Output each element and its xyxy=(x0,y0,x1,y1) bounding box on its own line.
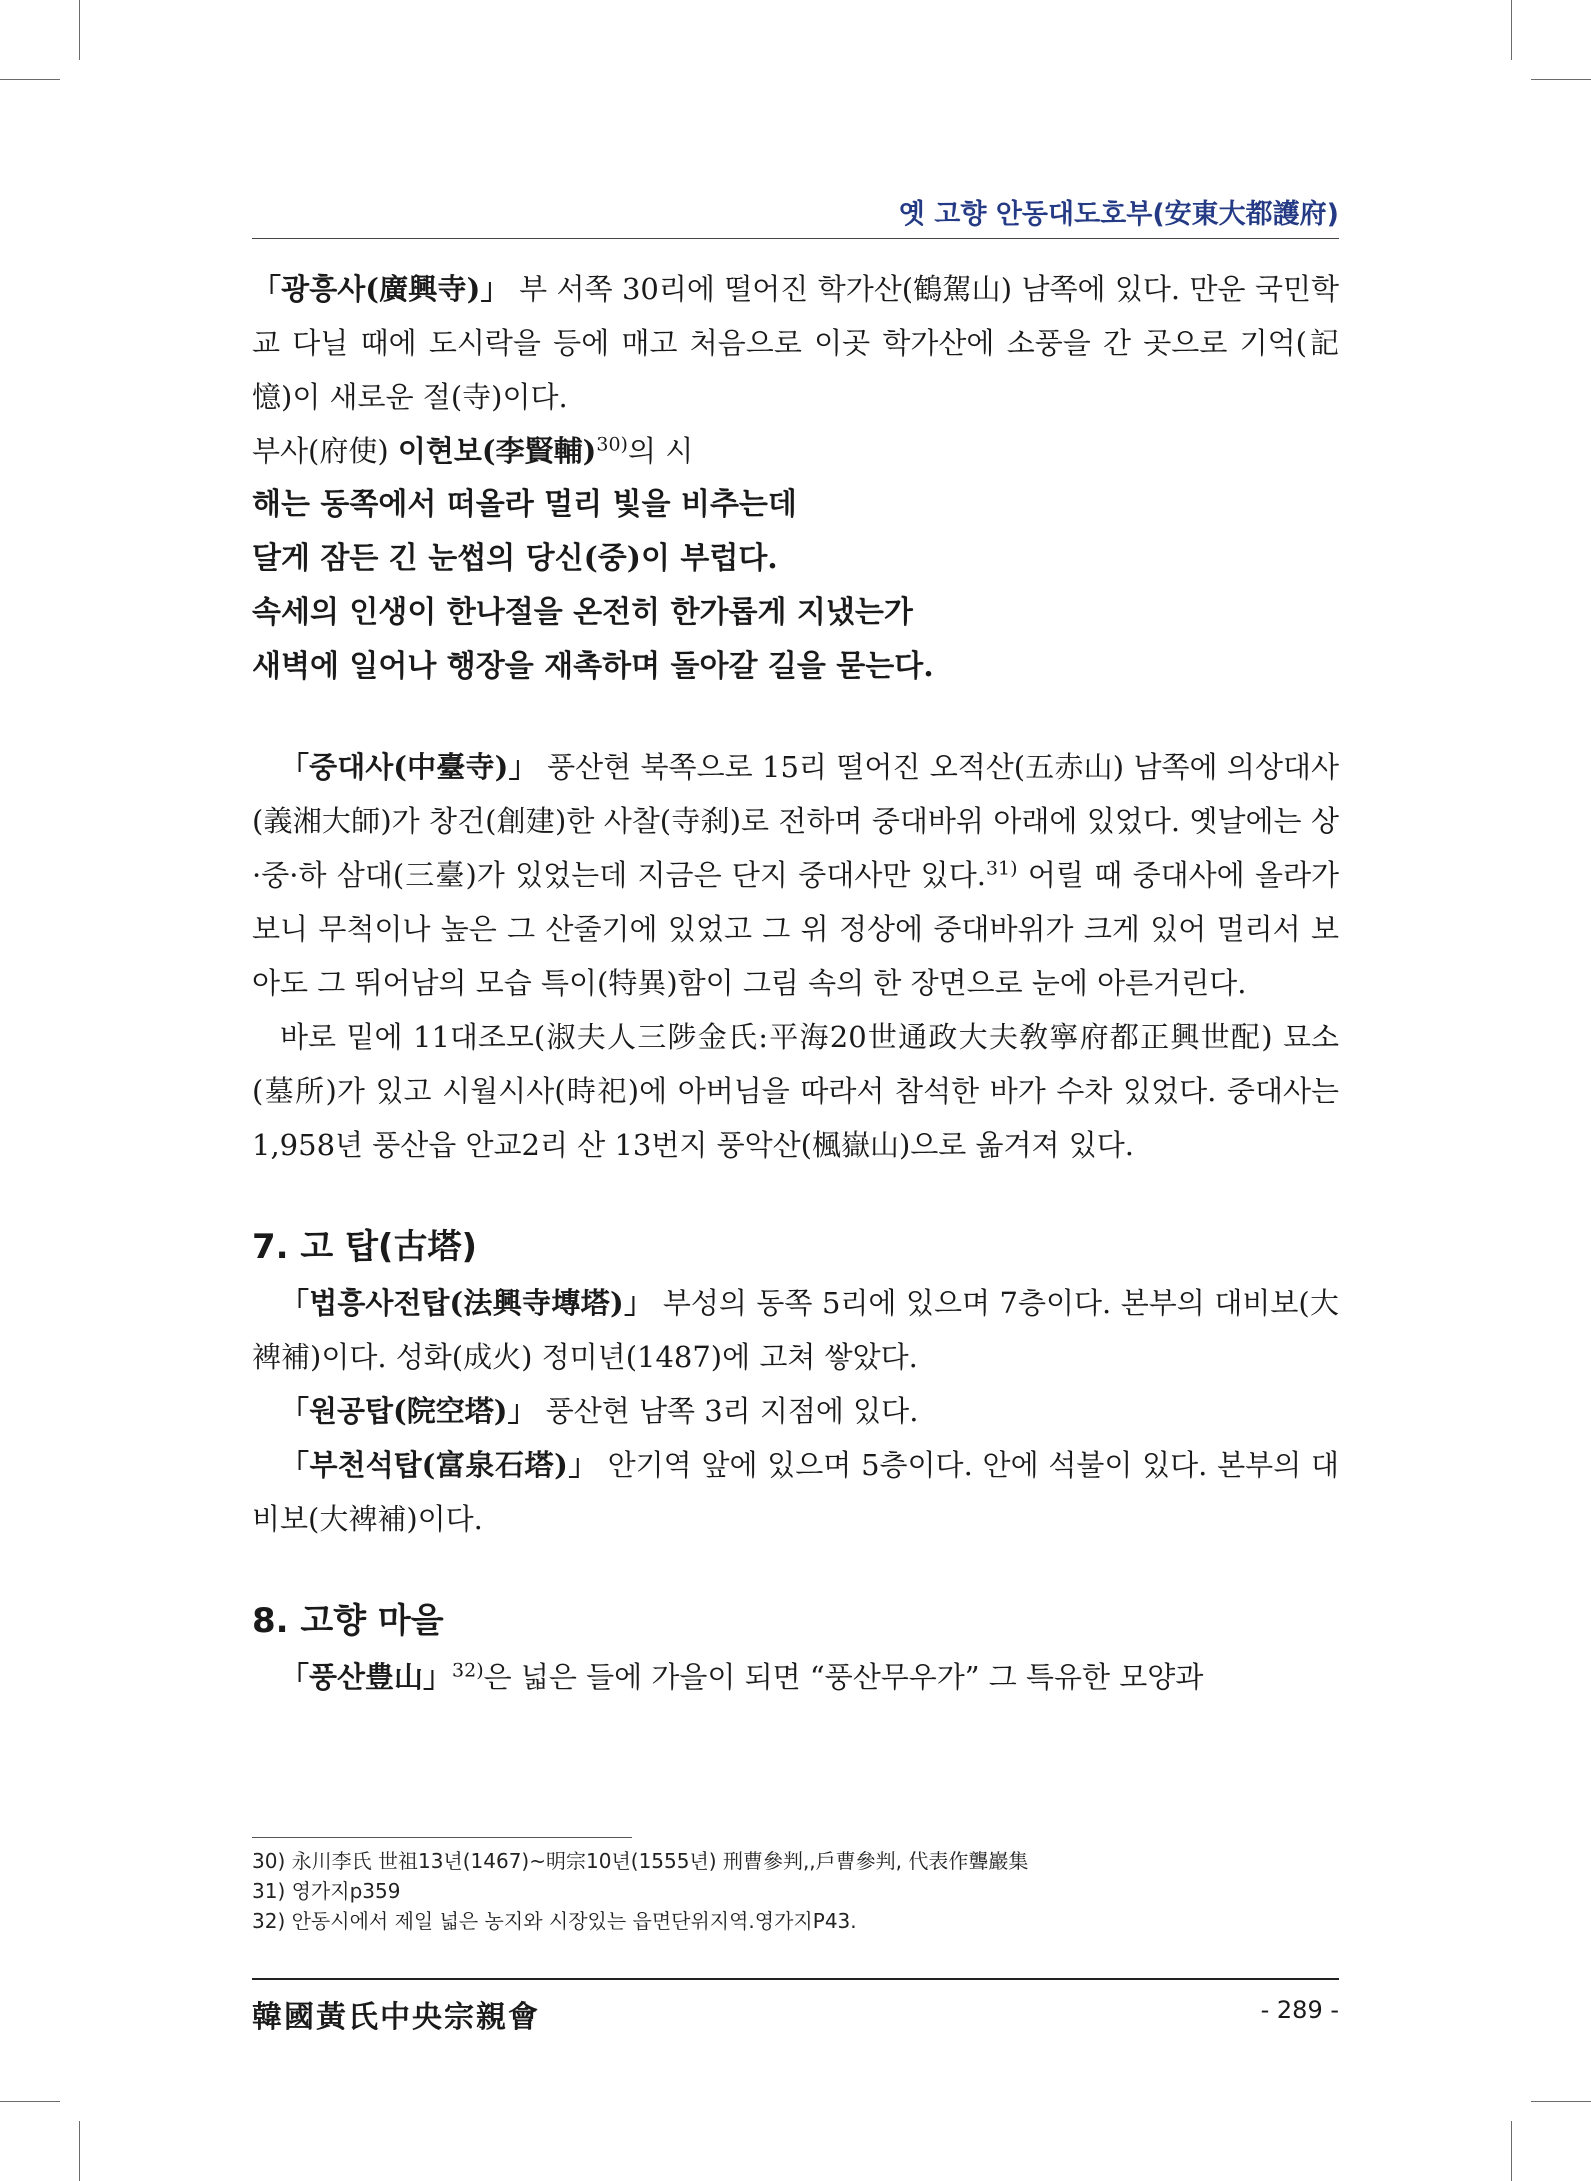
paragraph-grave: 바로 밑에 11대조모(淑夫人三陟金氏:平海20世通政大夫敎寧府都正興世配) 묘소(墓所)가 있고 시월시사(時祀)에 아버님을 따라서 참석한 바가 수차 있었다. 중대사는 1,958년 풍산읍 안교2리 산 13번지 풍악산(楓嶽山)으로 옮겨져 있다. xyxy=(252,1020,1339,1162)
poem xyxy=(252,478,1339,694)
crop-mark xyxy=(1531,79,1591,80)
paragraph-pungsan: 「풍산豊山」$^{32)}$은 넓은 들에 가을이 되면 “풍산무우가” 그 특유한 모양과 xyxy=(280,1659,1204,1694)
poem-line: 새벽에 일어나 행장을 재촉하며 돌아갈 길을 묻는다. xyxy=(252,649,934,684)
footer-rule xyxy=(252,1978,1339,1980)
pagoda-name: 「부천석탑(富泉石塔)」 xyxy=(280,1448,598,1482)
footnote: 31) 영가지p359 xyxy=(252,1879,401,1903)
poem-intro: 부사(府使) 이현보(李賢輔)$^{30)}$의 시 xyxy=(252,433,694,468)
temple-name: 「중대사(中臺寺)」 xyxy=(280,750,538,784)
crop-mark xyxy=(1511,0,1512,60)
crop-mark xyxy=(79,2121,80,2181)
footnote-ref: 30) xyxy=(596,433,628,456)
pagoda-name: 「법흥사전탑(法興寺塼塔)」 xyxy=(280,1286,654,1320)
poem-line: 속세의 인생이 한나절을 온전히 한가롭게 지냈는가 xyxy=(252,595,913,630)
footnote: 32) 안동시에서 제일 넓은 농지와 시장있는 읍면단위지역.영가지P43. xyxy=(252,1909,857,1933)
crop-mark xyxy=(0,79,60,80)
pagoda-item: 「법흥사전탑(法興寺塼塔)」 부성의 동쪽 5리에 있으며 7층이다. 본부의 대비보(大裨補)이다. 성화(成火) 정미년(1487)에 고쳐 쌓았다. xyxy=(252,1286,1339,1374)
running-header xyxy=(252,182,1339,239)
temple-name: 「광흥사(廣興寺)」 xyxy=(252,272,510,306)
footnote-ref: 32) xyxy=(452,1659,484,1682)
crop-mark xyxy=(79,0,80,60)
crop-mark xyxy=(1531,2101,1591,2102)
pagoda-item: 「원공탑(院空塔)」 풍산현 남쪽 3리 지점에 있다. xyxy=(280,1394,919,1428)
paragraph-text: 부 서쪽 30리에 떨어진 학가산(鶴駕山) 남쪽에 있다. 만운 국민학교 다닐 때에 도시락을 등에 매고 처음으로 이곳 학가산에 소풍을 간 곳으로 기억(記憶)이 새로운 절(寺)이다. xyxy=(252,272,1339,414)
page-body xyxy=(252,262,1339,1704)
crop-mark xyxy=(0,2101,60,2102)
footnote: 30) 永川李氏 世祖13년(1467)~明宗10년(1555년) 刑曹參判,,戶曹參判, 代表作聾巖集 xyxy=(252,1849,1029,1873)
author-name: 이현보(李賢輔) xyxy=(397,434,597,468)
pagoda-item: 「부천석탑(富泉石塔)」 안기역 앞에 있으며 5층이다. 안에 석불이 있다. 본부의 대비보(大裨補)이다. xyxy=(252,1448,1339,1536)
footnote-rule xyxy=(252,1837,632,1838)
place-name: 「풍산豊山」 xyxy=(280,1660,453,1694)
paragraph-jungdaesa: 「중대사(中臺寺)」 풍산현 북쪽으로 15리 떨어진 오적산(五赤山) 남쪽에 의상대사(義湘大師)가 창건(創建)한 사찰(寺刹)로 전하며 중대바위 아래에 있었다. 옛날에는 상·중·하 삼대(三臺)가 있었는데 지금은 단지 중대사만 있다.$^{31)}$ 어릴 때 중대사에 올라가 보니 무척이나 높은 그 산줄기에 있었고 그 위 정상에 중대바위가 크게 있어 멀리서 보아도 그 뛰어남의 모습 특이(特異)함이 그림 속의 한 장면으로 눈에 아른거린다. xyxy=(252,750,1340,1000)
section-heading-hometown: 8. 고향 마을 xyxy=(252,1601,444,1641)
section-heading-pagodas: 7. 고 탑(古塔) xyxy=(252,1227,478,1267)
paragraph-gwangheungsa xyxy=(252,262,1339,424)
organization-name: 韓國黃氏中央宗親會 xyxy=(252,2000,540,2035)
pagoda-name: 「원공탑(院空塔)」 xyxy=(280,1394,537,1428)
page-number: - 289 - xyxy=(1260,1996,1339,2024)
footnotes xyxy=(252,1846,1339,1936)
crop-mark xyxy=(1511,2121,1512,2181)
chapter-title: 옛 고향 안동대도호부(安東大都護府) xyxy=(898,199,1339,230)
footnote-ref: 31) xyxy=(985,857,1018,880)
poem-line: 달게 잠든 긴 눈썹의 당신(중)이 부럽다. xyxy=(252,541,778,576)
poem-line: 해는 동쪽에서 떠올라 멀리 빛을 비추는데 xyxy=(252,487,797,522)
